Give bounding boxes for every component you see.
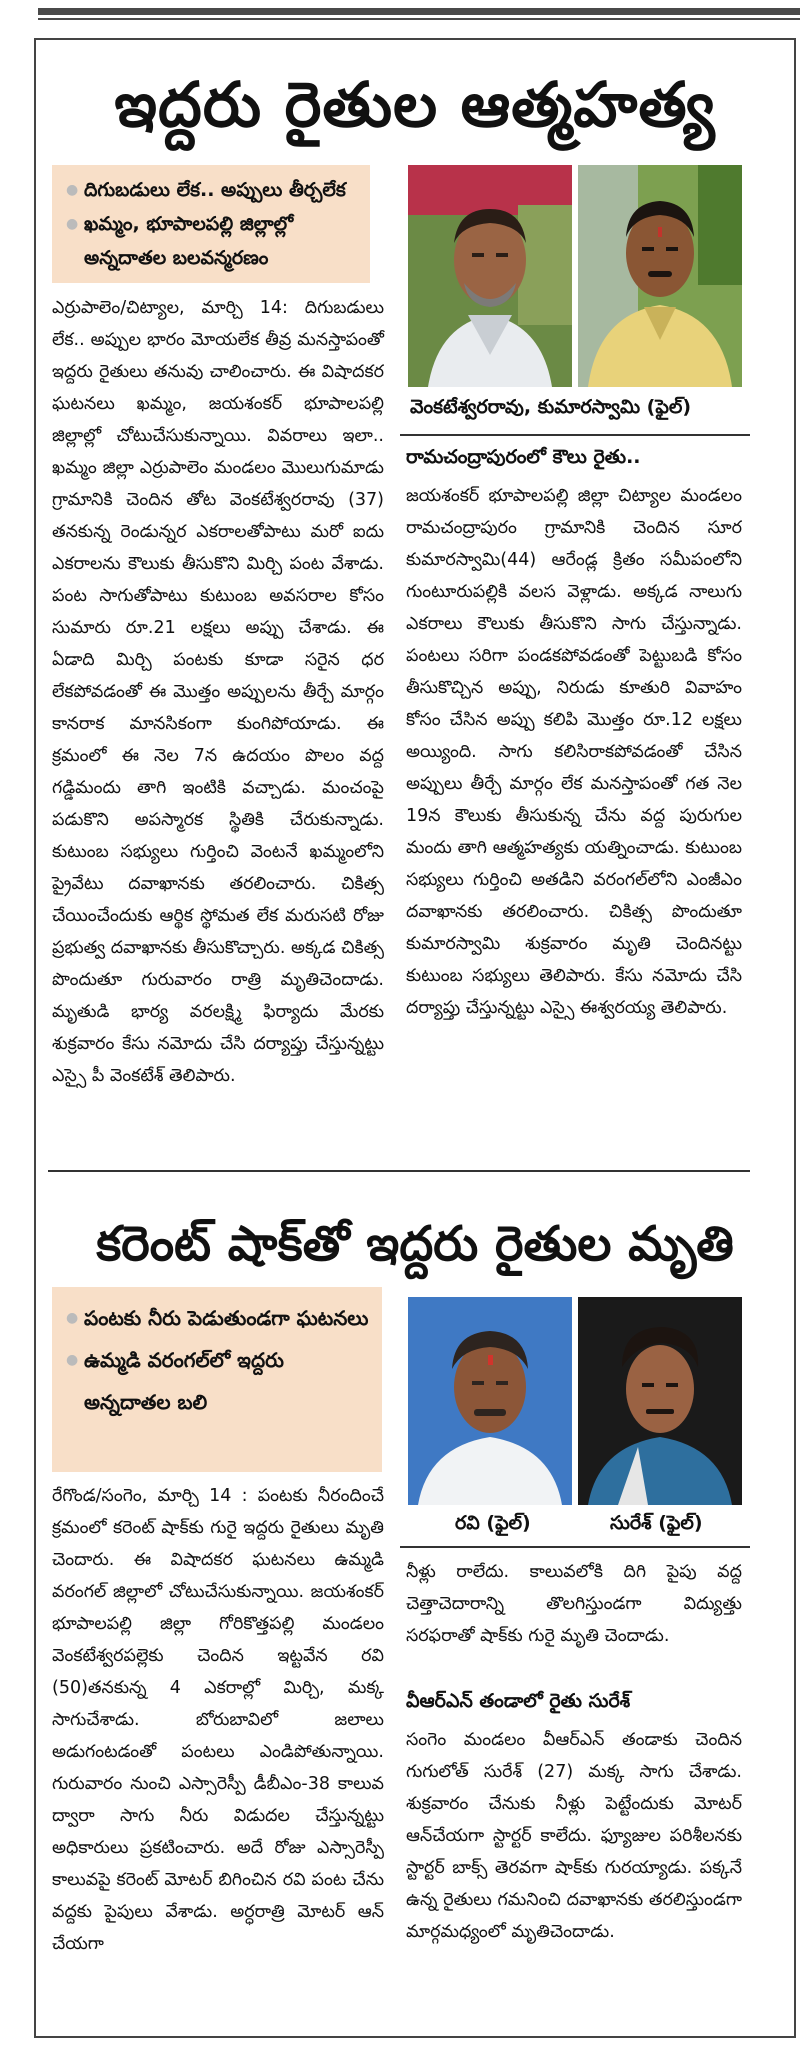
story1-body — [52, 292, 384, 1164]
story1-body-2 — [406, 480, 742, 1164]
story2-body-2 — [406, 1724, 742, 2024]
divider — [400, 1546, 750, 1548]
portrait-man-4-icon — [578, 1297, 742, 1505]
photo-caption-ravi: రవి (ఫైల్) — [455, 1512, 531, 1534]
story1-paragraph-2: జయశంకర్ భూపాలపల్లి జిల్లా చిట్యాల మండలం రామచంద్రాపురం గ్రామానికి చెందిన సూర కుమారస్వామి(44) ఆరేండ్ల క్రితం సమీపంలోని గుంటూరుపల్లికి వలస వెళ్లాడు. అక్కడ నాలుగు ఎకరాలు కౌలుకు తీసుకొని సాగు చేస్తున్నాడు. పంటలు సరిగా పండకపోవడంతో పెట్టుబడి కోసం తీసుకొచ్చిన అప్పు, నిరుడు కూతురి వివాహం కోసం చేసిన అప్పు కలిపి మొత్తం రూ.12 లక్షలు అయ్యింది. సాగు కలిసిరాకపోవడంతో చేసిన అప్పులు తీర్చే మార్గం లేక మనస్తాపంతో గత నెల 19న కౌలుకు తీసుకున్న చేను వద్ద పురుగుల మందు తాగి ఆత్మహత్యకు యత్నించాడు. కుటుంబ సభ్యులు గుర్తించి అతడిని వరంగల్‌లోని ఎంజీఎం దవాఖానకు తరలించారు. చికిత్స పొందుతూ కుమారస్వామి శుక్రవారం మృతి చెందినట్టు కుటుంబ సభ్యులు తెలిపారు. కేసు నమోదు చేసి దర్యాప్తు చేస్తున్నట్టు ఎస్సై ఈశ్వరయ్య తెలిపారు. — [406, 486, 742, 1018]
story2-paragraph-2: సంగెం మండలం వీఆర్ఎన్ తండాకు చెందిన గుగులోత్ సురేశ్ (27) మక్క సాగు చేశాడు. శుక్రవారం చేనుకు నీళ్లు పెట్టేందుకు మోటర్ ఆన్‌చేయగా స్టార్టర్ కాలేదు. ఫ్యూజుల పరిశీలనకు స్టార్టర్ బాక్స్ తెరవగా షాక్‌కు గురయ్యాడు. పక్కనే ఉన్న రైతులు గమనించి దవాఖానకు తరలిస్తుండగా మార్గమధ్యంలో మృతిచెందాడు. — [406, 1730, 742, 1942]
story2-body — [52, 1480, 384, 2030]
highlight-item: ● ఖమ్మం, భూపాలపల్లి జిల్లాల్లో అన్నదాతల బలవన్మరణం — [64, 207, 360, 275]
photo-suresh — [578, 1297, 742, 1505]
divider — [400, 434, 750, 436]
portrait-man-3-icon — [408, 1297, 572, 1505]
portrait-man-1-icon — [408, 165, 572, 387]
story2-paragraph: రేగొండ/సంగెం, మార్చి 14 : పంటకు నీరందించే క్రమంలో కరెంట్ షాక్‌కు గురై ఇద్దరు రైతులు మృతి చెందారు. ఈ విషాదకర ఘటనలు ఉమ్మడి వరంగల్ జిల్లాలో చోటుచేసుకున్నాయి. జయశంకర్ భూపాలపల్లి జిల్లా గోరికొత్తపల్లి మండలం వెంకటేశ్వరపల్లెకు చెందిన ఇట్టవేన రవి (50)తనకున్న 4 ఎకరాల్లో మిర్చి, మక్క సాగుచేశాడు. బోరుబావిలో జలాలు అడుగంటడంతో పంటలు ఎండిపోతున్నాయి. గురువారం నుంచి ఎస్సారెస్పీ డీబీఎం-38 కాలువ ద్వారా సాగు నీరు విడుదల చేస్తున్నట్టు అధికారులు ప్రకటించారు. అదే రోజు ఎస్సారెస్పీ కాలువపై కరెంట్ మోటర్ బిగించిన రవి పంట చేను వద్దకు పైపులు వేశాడు. అర్ధరాత్రి మోటర్ ఆన్ చేయగా — [52, 1486, 384, 1954]
highlight-item: ● దిగుబడులు లేక.. అప్పులు తీర్చలేక — [64, 173, 360, 207]
story1-paragraph: ఎర్రుపాలెం/చిట్యాల, మార్చి 14: దిగుబడులు లేక.. అప్పుల భారం మోయలేక తీవ్ర మనస్తాపంతో ఇద్దరు రైతులు తనువు చాలించారు. ఈ విషాదకర ఘటనలు ఖమ్మం, జయశంకర్ భూపాలపల్లి జిల్లాల్లో చోటుచేసుకున్నాయి. వివరాలు ఇలా.. ఖమ్మం జిల్లా ఎర్రుపాలెం మండలం మొలుగుమాడు గ్రామానికి చెందిన తోట వెంకటేశ్వరరావు (37) తనకున్న రెండున్నర ఎకరాలతోపాటు మరో ఐదు ఎకరాలను కౌలుకు తీసుకొని మిర్చి పంట వేశాడు. పంట సాగుతోపాటు కుటుంబ అవసరాల కోసం సుమారు రూ.21 లక్షలు అప్పు చేశాడు. ఈ ఏడాది మిర్చి పంటకు కూడా సరైన ధర లేకపోవడంతో ఈ మొత్తం అప్పులను తీర్చే మార్గం కానరాక మానసికంగా కుంగిపోయాడు. ఈ క్రమంలో ఈ నెల 7న ఉదయం పొలం వద్ద గడ్డిమందు తాగి ఇంటికి వచ్చాడు. మంచంపై పడుకొని అపస్మారక స్థితికి చేరుకున్నాడు. కుటుంబ సభ్యులు గుర్తించి వెంటనే ఖమ్మంలోని ప్రైవేటు దవాఖానకు తరలించారు. చికిత్స చేయించేందుకు ఆర్థిక స్థోమత లేక మరుసటి రోజు ప్రభుత్వ దవాఖానకు తీసుకొచ్చారు. అక్కడ చికిత్స పొందుతూ గురువారం రాత్రి మృతిచెందాడు. మృతుడి భార్య వరలక్ష్మి ఫిర్యాదు మేరకు శుక్రవారం కేసు నమోదు చేసి దర్యాప్తు చేస్తున్నట్టు ఎస్సై పీ వెంకటేశ్ తెలిపారు. — [52, 298, 384, 1086]
photo-kumaraswamy — [578, 165, 742, 387]
portrait-man-2-icon — [578, 165, 742, 387]
photo-venkateswara-rao — [408, 165, 572, 387]
section-divider — [48, 1170, 750, 1172]
highlights-box-1 — [52, 165, 370, 283]
photo-caption-suresh: సురేశ్ (ఫైల్) — [610, 1512, 703, 1534]
highlights-box-2 — [52, 1287, 382, 1472]
headline-electric-shock: కరెంట్ షాక్‌తో ఇద్దరు రైతుల మృతి — [96, 1216, 734, 1272]
headline-farmer-suicides: ఇద్దరు రైతుల ఆత్మహత్య — [114, 68, 716, 141]
highlight-item: ● పంటకు నీరు పెడుతుండగా ఘటనలు — [64, 1297, 372, 1339]
photo-ravi — [408, 1297, 572, 1505]
subhead-vrn-thanda: వీఆర్ఎన్ తండాలో రైతు సురేశ్ — [406, 1690, 631, 1712]
subhead-ramachandrapuram: రామచంద్రాపురంలో కౌలు రైతు.. — [406, 446, 641, 468]
story2-body-continued — [406, 1556, 742, 1686]
highlight-item: ● ఉమ్మడి వరంగల్‌లో ఇద్దరు అన్నదాతల బలి — [64, 1339, 372, 1423]
story2-paragraph-continued: నీళ్లు రాలేదు. కాలువలోకి దిగి పైపు వద్ద చెత్తాచెదారాన్ని తొలగిస్తుండగా విద్యుత్తు సరఫరాతో షాక్‌కు గురై మృతి చెందాడు. — [406, 1562, 742, 1646]
photo-caption-1: వెంకటేశ్వరరావు, కుమారస్వామి (ఫైల్) — [410, 396, 692, 418]
top-rule — [38, 8, 800, 20]
